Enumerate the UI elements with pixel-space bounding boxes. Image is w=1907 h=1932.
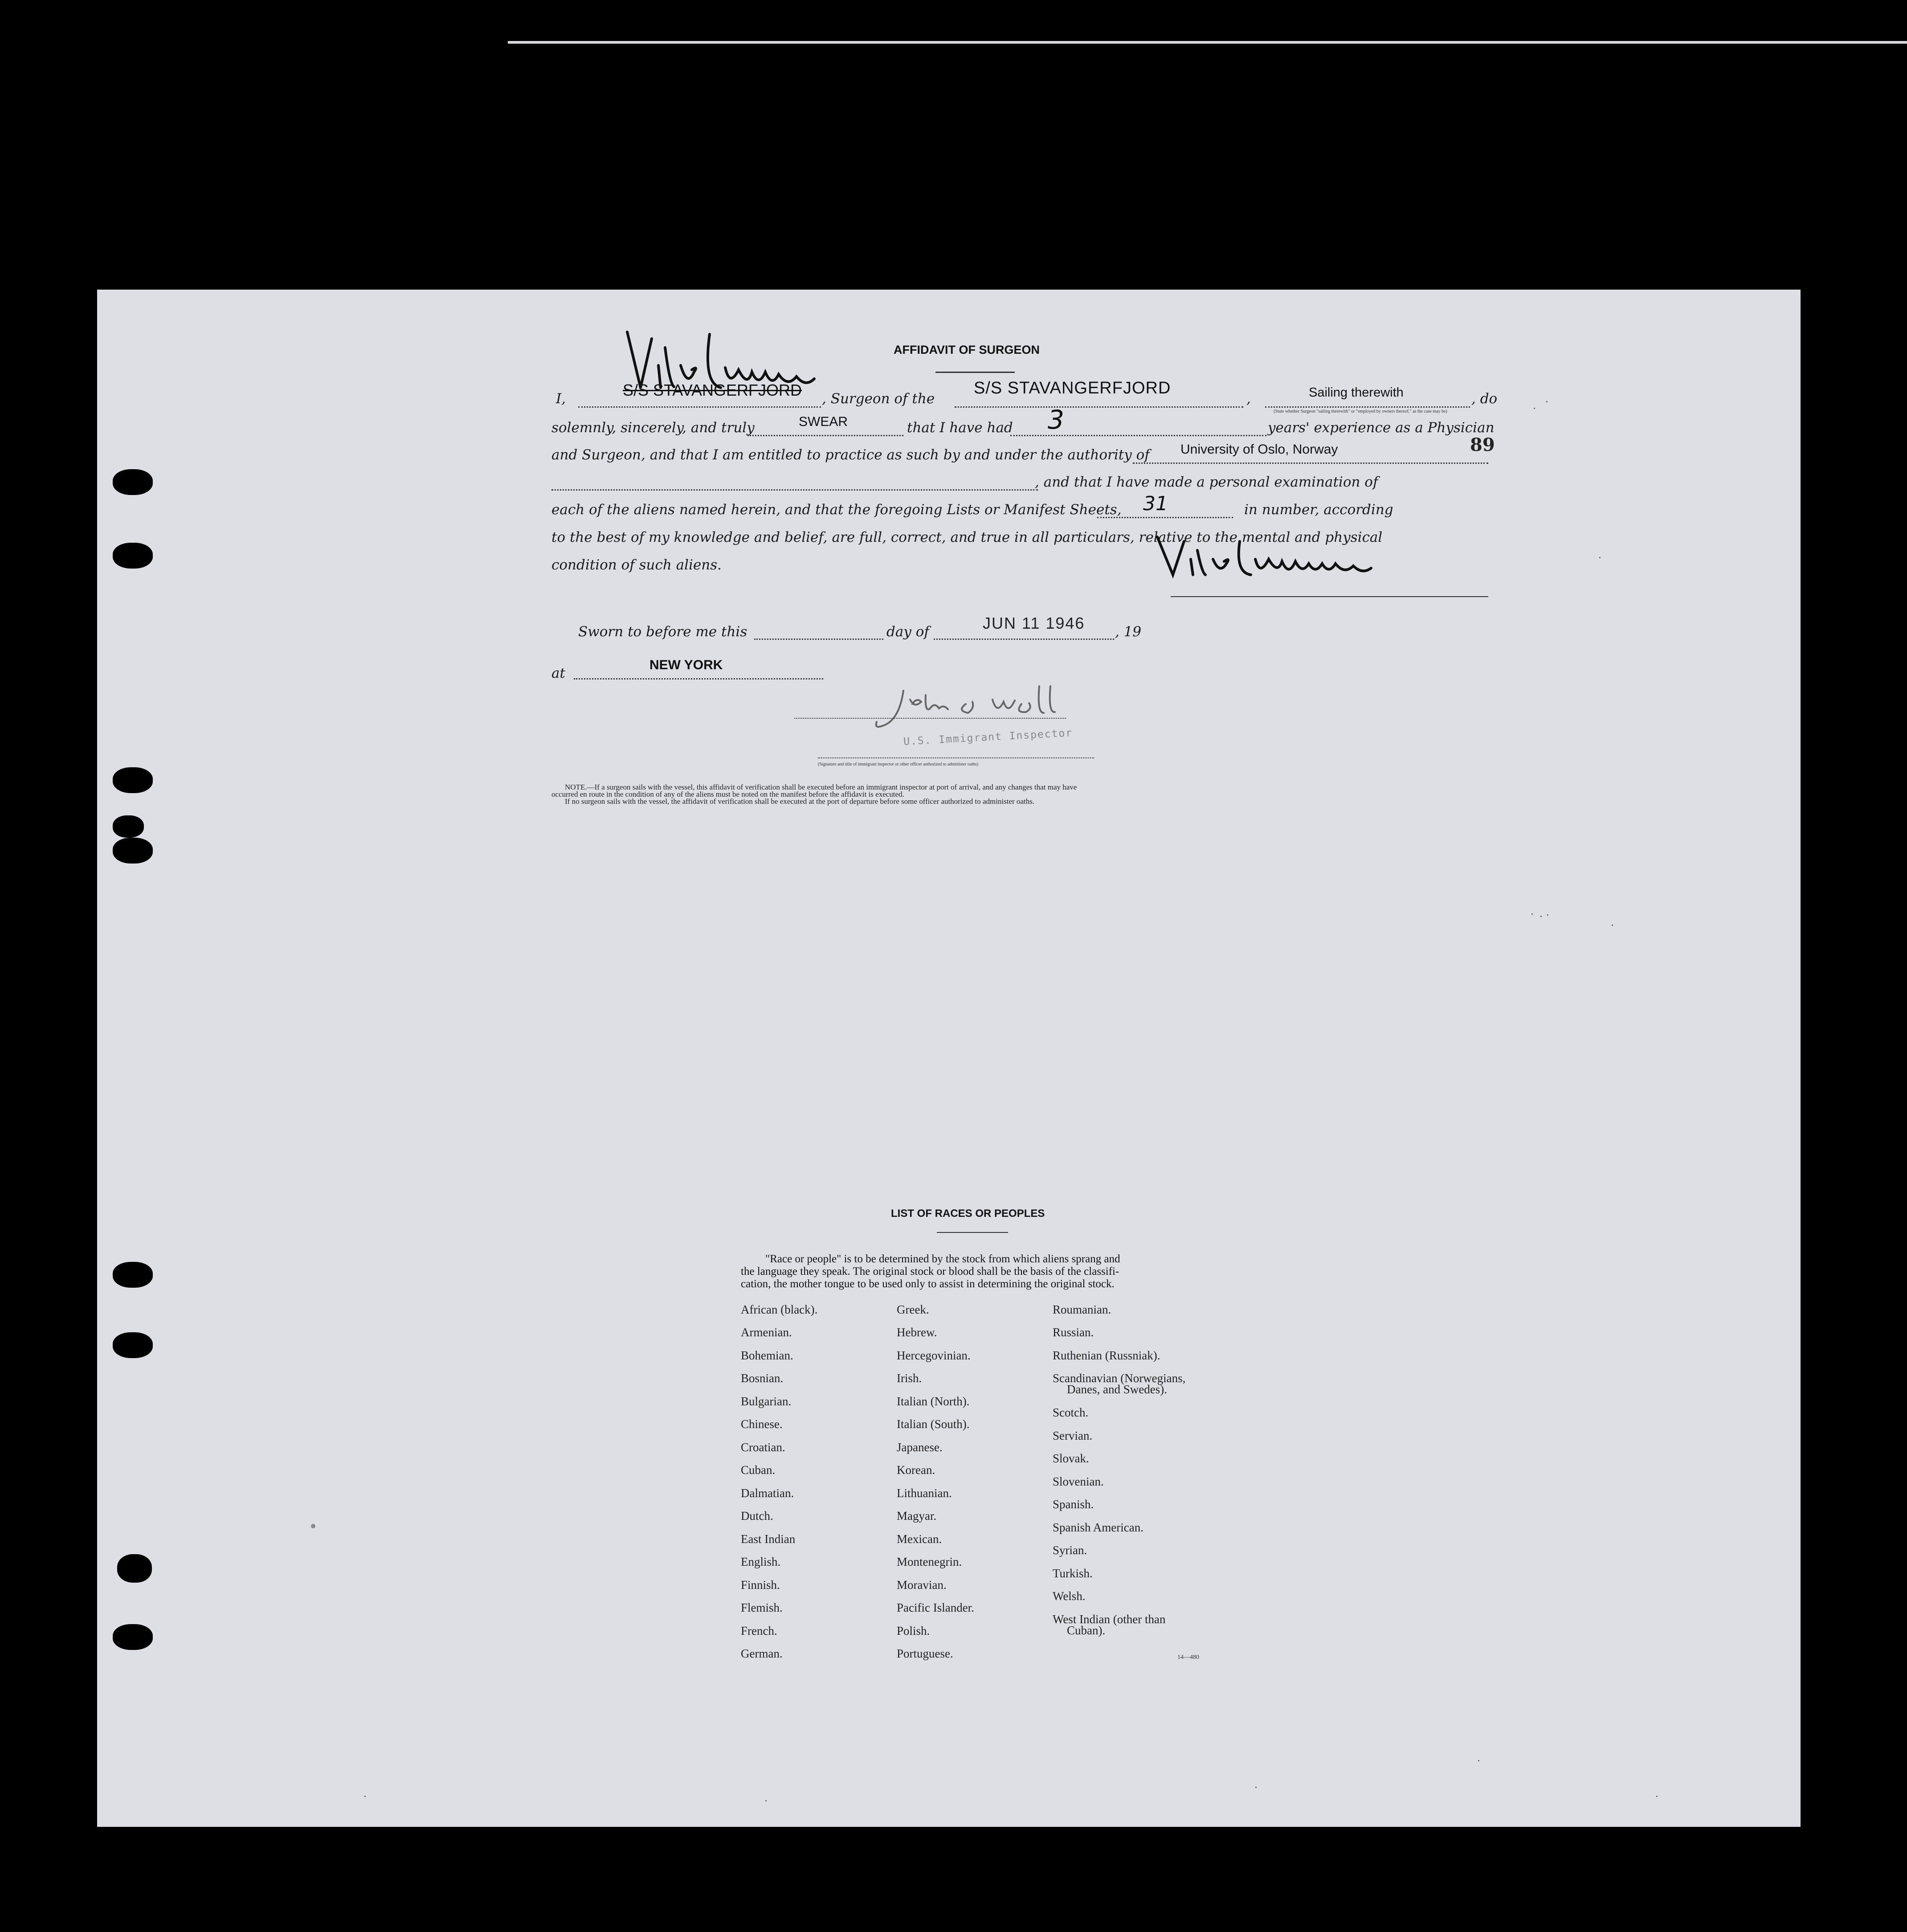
- dust-speck: [1531, 913, 1533, 915]
- race-item: Welsh.: [1053, 1589, 1086, 1603]
- race-item: Portuguese.: [897, 1647, 953, 1660]
- dust-speck: [1656, 1796, 1658, 1797]
- race-item: Pacific Islander.: [897, 1601, 974, 1614]
- race-item: Cuban.: [741, 1463, 776, 1477]
- title-rule: [935, 372, 1015, 373]
- race-item: German.: [741, 1647, 783, 1660]
- race-item: Ruthenian (Russniak).: [1053, 1349, 1160, 1362]
- surgeon-of-label: , Surgeon of the: [822, 391, 935, 407]
- race-item: Slovenian.: [1053, 1475, 1104, 1488]
- race-item: Korean.: [897, 1463, 935, 1477]
- dust-speck: [1255, 1787, 1257, 1788]
- race-item: French.: [741, 1624, 777, 1637]
- punch-hole: [113, 767, 153, 793]
- dust-speck: [1599, 557, 1601, 558]
- race-item: Spanish.: [1053, 1498, 1094, 1511]
- race-item: Chinese.: [741, 1417, 783, 1431]
- races-intro-2: the language they speak. The original stock or blood shall be the basis of the classifi-: [741, 1265, 1119, 1277]
- race-item: African (black).: [741, 1303, 818, 1316]
- race-item: Dutch.: [741, 1509, 773, 1523]
- race-item: Roumanian.: [1053, 1303, 1111, 1316]
- races-intro-1: "Race or people" is to be determined by the stock from which aliens sprang and: [765, 1253, 1120, 1265]
- sheet-count-line: [1097, 517, 1233, 518]
- sailing-field-line: [1265, 406, 1470, 408]
- inspector-caption: (Signature and title of immigrant inspector or other officer authorized to administer oaths): [818, 762, 979, 767]
- race-item: Bulgarian.: [741, 1395, 792, 1408]
- race-item: Scandinavian (Norwegians,: [1053, 1371, 1186, 1385]
- race-item: Croatian.: [741, 1441, 785, 1454]
- race-item: Japanese.: [897, 1441, 943, 1454]
- sworn-label: Sworn to before me this: [578, 624, 747, 640]
- date-stamp: JUN 11 1946: [983, 614, 1085, 632]
- race-item: Italian (South).: [897, 1417, 970, 1431]
- race-item: Slovak.: [1053, 1452, 1089, 1465]
- dust-speck: [765, 1800, 767, 1801]
- race-item: Hercegovinian.: [897, 1349, 971, 1362]
- sailing-small-note: (State whether Surgeon "sailing therewith" or "employed by owners thereof," as the case may be): [1274, 409, 1447, 414]
- solemnly-label: solemnly, sincerely, and truly: [551, 420, 755, 436]
- years-value: 3: [1048, 405, 1064, 435]
- race-item: Finnish.: [741, 1578, 780, 1592]
- vessel-name: S/S STAVANGERFJORD: [974, 379, 1171, 397]
- manifest-sheets-label: each of the aliens named herein, and that the foregoing Lists or Manifest Sheets,: [551, 502, 1122, 518]
- sheet-count-value: 31: [1143, 492, 1168, 515]
- race-item: Lithuanian.: [897, 1486, 952, 1500]
- race-item: Mexican.: [897, 1532, 942, 1546]
- race-item: Dalmatian.: [741, 1486, 794, 1500]
- punch-hole: [113, 815, 144, 838]
- punch-hole: [117, 1554, 152, 1583]
- race-item: West Indian (other than: [1053, 1613, 1166, 1626]
- examination-label: , and that I have made a personal examination of: [1035, 474, 1378, 490]
- affidavit-line-6: to the best of my knowledge and belief, are full, correct, and true in all particulars, relative to the mental and physical: [551, 529, 1383, 545]
- race-item: Flemish.: [741, 1601, 783, 1614]
- form-code: 14—480: [1177, 1654, 1199, 1661]
- races-title: LIST OF RACES OR PEOPLES: [891, 1208, 1045, 1220]
- race-item: English.: [741, 1555, 781, 1568]
- dust-speck: [1612, 925, 1613, 926]
- swear-value: SWEAR: [799, 414, 848, 429]
- race-item: Servian.: [1053, 1429, 1093, 1442]
- race-item: Russian.: [1053, 1326, 1094, 1339]
- inspector-signature-line: [794, 718, 1066, 719]
- races-title-rule: [937, 1232, 1008, 1233]
- inspector-signature: [872, 682, 1077, 735]
- punch-hole: [113, 1332, 153, 1358]
- surgeon-signature: [1148, 532, 1487, 586]
- race-item: Greek.: [897, 1303, 929, 1316]
- punch-hole: [113, 1262, 153, 1288]
- race-item: Hebrew.: [897, 1326, 937, 1339]
- races-intro-3: cation, the mother tongue to be used only to assist in determining the original stock.: [741, 1278, 1115, 1290]
- race-item: Turkish.: [1053, 1567, 1093, 1580]
- dust-speck: [1547, 914, 1548, 916]
- dust-speck: [1478, 1760, 1479, 1761]
- day-of-label: day of: [886, 624, 929, 640]
- race-item: Moravian.: [897, 1578, 947, 1592]
- dust-speck: [364, 1796, 366, 1797]
- authority-label: and Surgeon, and that I am entitled to practice as such by and under the authority of: [551, 447, 1150, 463]
- name-field-signature: [623, 330, 837, 397]
- line-1-comma: ,: [1246, 391, 1251, 407]
- manifest-page: [97, 290, 1801, 1827]
- authority-field-line: [1133, 463, 1488, 464]
- dust-speck: [311, 1524, 315, 1528]
- race-item: Italian (North).: [897, 1395, 970, 1408]
- race-item: East Indian: [741, 1532, 796, 1546]
- name-field-line: [578, 406, 821, 408]
- race-item: Bohemian.: [741, 1349, 793, 1362]
- race-item: Syrian.: [1053, 1543, 1087, 1557]
- name-field-typed: S/S STAVANGERFJORD: [623, 381, 802, 399]
- race-item: Magyar.: [897, 1509, 937, 1523]
- vessel-field-line: [955, 406, 1243, 408]
- race-item: Montenegrin.: [897, 1555, 962, 1568]
- punch-hole: [113, 1624, 153, 1650]
- race-item: Danes, and Swedes).: [1067, 1383, 1167, 1396]
- authority-continuation-line: [551, 489, 1038, 491]
- race-item: Armenian.: [741, 1326, 792, 1339]
- page-number: 89: [1470, 434, 1495, 455]
- note-line-2: occurred en route in the condition of any of the aliens must be noted on the manifest before the affidavit is executed.: [551, 790, 904, 798]
- place-field-line: [574, 678, 823, 679]
- year-prefix: , 19: [1115, 624, 1142, 640]
- at-label: at: [551, 665, 565, 681]
- years-experience-label: years' experience as a Physician: [1268, 420, 1495, 436]
- punch-hole: [113, 543, 153, 569]
- race-item: Polish.: [897, 1624, 930, 1637]
- sailing-status: Sailing therewith: [1309, 385, 1404, 400]
- sworn-day-line: [754, 639, 883, 640]
- race-item: Bosnian.: [741, 1371, 784, 1385]
- punch-hole: [113, 469, 153, 495]
- sworn-month-line: [934, 639, 1114, 640]
- swear-field-line: [747, 435, 903, 436]
- in-number-label: in number, according: [1244, 502, 1393, 518]
- affidavit-title: AFFIDAVIT OF SURGEON: [894, 343, 1040, 356]
- race-item: Spanish American.: [1053, 1521, 1143, 1534]
- note-line-1: NOTE.—If a surgeon sails with the vessel, this affidavit of verification shall be executed before an immigrant inspector at port of arrival, and any changes that may have: [565, 783, 1077, 791]
- race-item: Cuban).: [1067, 1624, 1106, 1637]
- race-item: Scotch.: [1053, 1406, 1089, 1419]
- inspector-stamp: U.S. Immigrant Inspector: [903, 727, 1073, 748]
- years-field-line: [1010, 435, 1266, 436]
- surgeon-signature-line: [1171, 596, 1488, 597]
- dust-speck: [1534, 408, 1535, 409]
- do-label: , do: [1471, 391, 1498, 407]
- dust-speck: [1540, 916, 1542, 917]
- place-value: NEW YORK: [649, 658, 723, 672]
- inspector-title-line: [818, 757, 1094, 758]
- race-item: Irish.: [897, 1371, 922, 1385]
- dust-speck: [1546, 401, 1548, 402]
- punch-hole: [113, 838, 153, 864]
- affidavit-line-7: condition of such aliens.: [551, 557, 722, 573]
- top-edge-line: [508, 41, 1907, 44]
- note-line-3: If no surgeon sails with the vessel, the affidavit of verification shall be executed at the port of departure before some officer authorized to administer oaths.: [565, 797, 1035, 806]
- authority-value: University of Oslo, Norway: [1180, 442, 1338, 457]
- affidavit-line-1-i: I,: [556, 391, 566, 407]
- that-i-have-had-label: that I have had: [907, 420, 1013, 436]
